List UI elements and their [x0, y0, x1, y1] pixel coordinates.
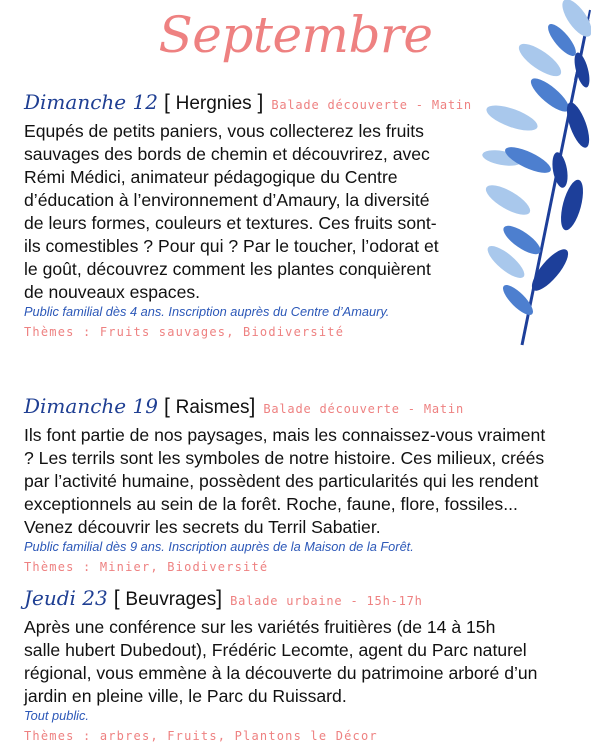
event-card	[24, 585, 572, 746]
event-place: Raismes	[175, 397, 250, 418]
page-title: Septembre	[158, 6, 433, 64]
event-audience-note: Tout public.	[24, 708, 89, 723]
event-themes: Thèmes : arbres, Fruits, Plantons le Décor	[24, 729, 378, 743]
event-date: Dimanche 19	[24, 394, 158, 418]
event-card	[24, 393, 572, 577]
event-place: Hergnies	[175, 93, 252, 114]
event-audience-note: Public familial dès 9 ans. Inscription auprès de la Maison de la Forêt.	[24, 539, 414, 554]
event-description: Après une conférence sur les variétés fruitières (de 14 à 15h salle hubert Dubedout), Frédéric Lecomte, agent du Parc naturel régional, vous emmène à la découverte du patrimoine arboré d’un jardin en pleine ville, le Parc du Ruissard.	[24, 617, 538, 706]
event-header: Jeudi 23 [ Beuvrages] Balade urbaine - 15h-17h	[24, 586, 423, 610]
event-kind: Balade découverte - Matin	[271, 98, 472, 112]
event-kind: Balade urbaine - 15h-17h	[230, 594, 423, 608]
event-themes: Thèmes : Fruits sauvages, Biodiversité	[24, 325, 345, 339]
event-place: Beuvrages	[125, 589, 217, 610]
event-description: Ils font partie de nos paysages, mais les connaissez-vous vraiment ? Les terrils sont les symboles de notre histoire. Ces milieux, créés par l’activité humaine, possèdent des particularités qui les rendent exceptionnels au sein de la forêt. Roche, faune, flore, fossiles... Venez découvrir les secrets du Terril Sabatier.	[24, 425, 546, 537]
event-header: Dimanche 12 [ Hergnies ] Balade découverte - Matin	[24, 90, 472, 114]
event-audience-note: Public familial dès 4 ans. Inscription auprès du Centre d’Amaury.	[24, 304, 390, 319]
event-kind: Balade découverte - Matin	[263, 402, 464, 416]
event-date: Jeudi 23	[24, 586, 108, 610]
event-card	[24, 89, 572, 342]
event-themes: Thèmes : Minier, Biodiversité	[24, 560, 269, 574]
event-date: Dimanche 12	[24, 90, 158, 114]
event-header: Dimanche 19 [ Raismes] Balade découverte - Matin	[24, 394, 464, 418]
event-description: Equpés de petits paniers, vous collecterez les fruits sauvages des bords de chemin et découvrirez, avec Rémi Médici, animateur pédagogique du Centre d’éducation à l’environnement d’Amaury, la diversité de leurs formes, couleurs et textures. Ces fruits sont- ils comestibles ? Pour qui ? Par le toucher, l’odorat et le goût, découvrez comment les plantes conquièrent de nouveaux espaces.	[24, 121, 439, 302]
